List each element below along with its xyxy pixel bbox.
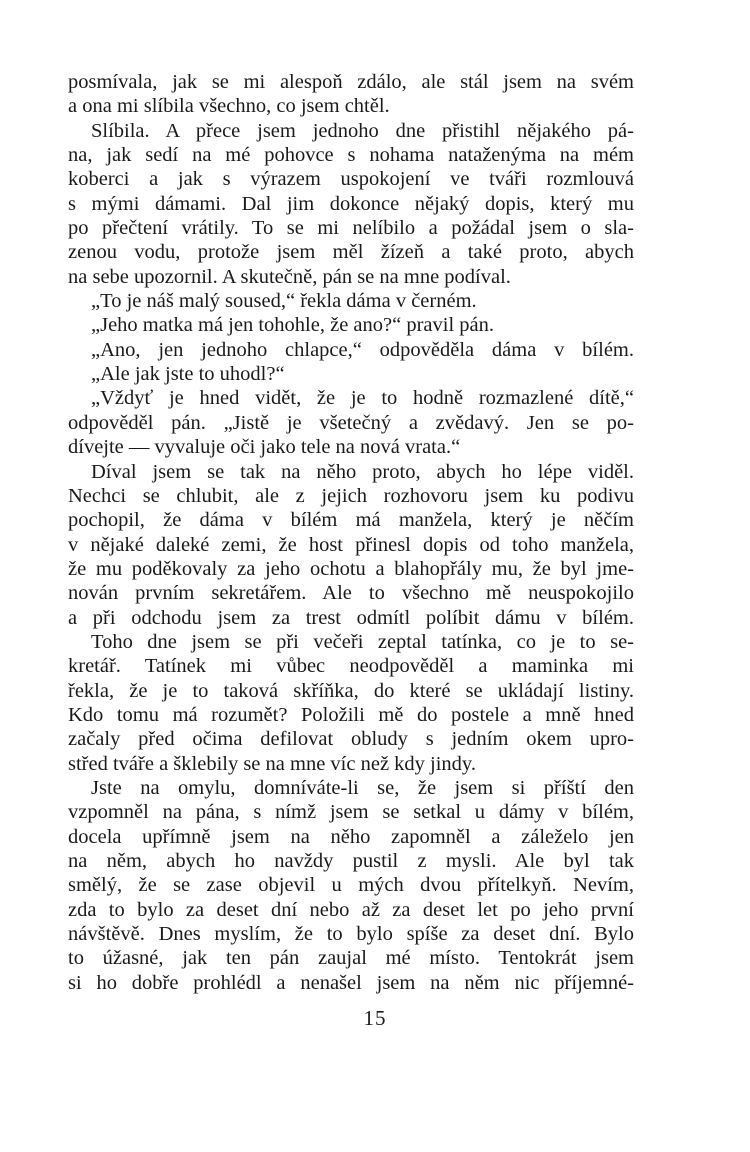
text-line: zenou vodu, protože jsem měl žízeň a také proto, abych bbox=[68, 241, 634, 264]
text-line: s mými dámami. Dal jim dokonce nějaký dopis, který mu bbox=[68, 192, 634, 215]
text-line: si ho dobře prohlédl a nenašel jsem na něm nic příjemné- bbox=[68, 971, 634, 994]
text-line: to úžasné, jak ten pán zaujal mé místo. Tentokrát jsem bbox=[68, 947, 634, 970]
text-line: Díval jsem se tak na něho proto, abych ho lépe viděl. bbox=[91, 460, 634, 483]
text-line: „To je náš malý soused,“ řekla dáma v černém. bbox=[91, 290, 477, 313]
text-line: Nechci se chlubit, ale z jejich rozhovoru jsem ku podivu bbox=[68, 484, 634, 507]
text-line: že mu poděkovaly za jeho ochotu a blahopřály mu, že byl jme- bbox=[68, 557, 634, 580]
text-line: řekla, že je to taková skříňka, do které se ukládají listiny. bbox=[68, 679, 634, 702]
text-line: a ona mi slíbila všechno, co jsem chtěl. bbox=[68, 95, 390, 118]
text-line: „Jeho matka má jen tohohle, že ano?“ pravil pán. bbox=[91, 314, 495, 337]
text-line: Toho dne jsem se při večeři zeptal tatínka, co je to se- bbox=[91, 630, 634, 653]
body-text bbox=[68, 70, 634, 995]
text-line: „Vždyť je hned vidět, že je to hodně rozmazlené dítě,“ bbox=[91, 387, 634, 410]
text-line: smělý, že se zase objevil u mých dvou přítelkyň. Nevím, bbox=[68, 874, 634, 897]
text-line: Jste na omylu, domníváte-li se, že jsem si příští den bbox=[91, 776, 634, 799]
text-line: zda to bylo za deset dní nebo až za deset let po jeho první bbox=[68, 898, 634, 921]
text-line: kretář. Tatínek mi vůbec neodpověděl a maminka mi bbox=[68, 655, 634, 678]
text-line: a při odchodu jsem za trest odmítl políbit dámu v bílém. bbox=[68, 606, 634, 629]
text-line: na sebe upozornil. A skutečně, pán se na mne podíval. bbox=[68, 265, 511, 288]
text-line: Slíbila. A přece jsem jednoho dne přistihl nějakého pá- bbox=[91, 119, 634, 142]
text-line: začaly před očima defilovat obludy s jedním okem upro- bbox=[68, 728, 634, 751]
text-line: Kdo tomu má rozumět? Položili mě do postele a mně hned bbox=[68, 703, 634, 726]
text-line: nován prvním sekretářem. Ale to všechno mě neuspokojilo bbox=[68, 582, 634, 605]
text-line: pochopil, že dáma v bílém má manžela, který je něčím bbox=[68, 509, 634, 532]
text-line: návštěvě. Dnes myslím, že to bylo spíše za deset dní. Bylo bbox=[68, 923, 634, 946]
text-line: koberci a jak s výrazem uspokojení ve tváři rozmlouvá bbox=[68, 168, 634, 191]
text-line: „Ano, jen jednoho chlapce,“ odpověděla dáma v bílém. bbox=[91, 338, 634, 361]
text-line: po přečtení vrátily. To se mi nelíbilo a požádal jsem o sla- bbox=[68, 217, 634, 240]
text-line: střed tváře a šklebily se na mne víc než kdy jindy. bbox=[68, 752, 476, 775]
text-line: dívejte — vyvaluje oči jako tele na nová vrata.“ bbox=[68, 436, 461, 459]
text-line: docela upřímně jsem na něho zapomněl a záleželo jen bbox=[68, 825, 634, 848]
text-line: na, jak sedí na mé pohovce s nohama nataženýma na mém bbox=[68, 144, 634, 167]
text-line: na něm, abych ho navždy pustil z mysli. Ale byl tak bbox=[68, 850, 634, 872]
text-line: odpověděl pán. „Jistě je všetečný a zvědavý. Jen se po- bbox=[68, 411, 634, 434]
page-number: 15 bbox=[363, 1006, 387, 1030]
text-line: vzpomněl na pána, s nímž jsem se setkal u dámy v bílém, bbox=[68, 801, 634, 824]
text-line: v nějaké daleké zemi, že host přinesl dopis od toho manžela, bbox=[68, 533, 634, 556]
text-line: „Ale jak jste to uhodl?“ bbox=[91, 363, 285, 386]
text-line: posmívala, jak se mi alespoň zdálo, ale stál jsem na svém bbox=[68, 71, 634, 93]
